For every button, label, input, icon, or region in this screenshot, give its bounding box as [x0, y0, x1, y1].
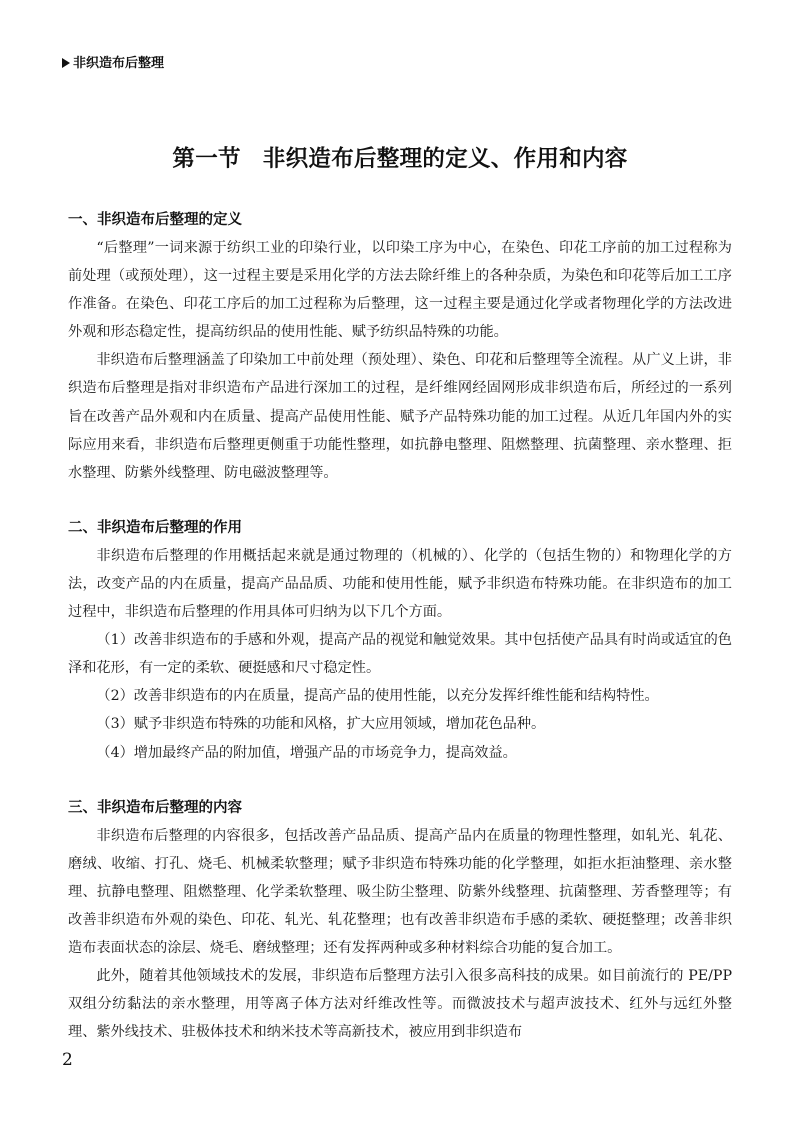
section-title-text: 非织造布后整理的定义、作用和内容 — [262, 146, 628, 172]
paragraph: 非织造布后整理涵盖了印染加工中前处理（预处理）、染色、印花和后整理等全流程。从广义上讲，非织造布后整理是指对非织造布产品进行深加工的过程，是纤维网经固网形成非织造布后，所经过的一系列旨在改善产品外观和内在质量、提高产品使用性能、赋予产品特殊功能的加工过程。从近几年国内外的实际应用来看，非织造布后整理更侧重于功能性整理，如抗静电整理、阻燃整理、抗菌整理、亲水整理、拒水整理、防紫外线整理、防电磁波整理等。 — [68, 352, 732, 481]
subsection-heading: 二、非织造布后整理的作用 — [68, 519, 242, 536]
paragraph: “后整理”一词来源于纺织工业的印染行业，以印染工序为中心，在染色、印花工序前的加工过程称为前处理（或预处理），这一过程主要是采用化学的方法去除纤维上的各种杂质，为染色和印花等后加工工序作准备。在染色、印花工序后的加工过程称为后整理，这一过程主要是通过化学或者物理化学的方法改进外观和形态稳定性，提高纺织品的使用性能、赋予纺织品特殊的功能。 — [68, 240, 732, 341]
paragraph: 非织造布后整理的作用概括起来就是通过物理的（机械的）、化学的（包括生物的）和物理化学的方法，改变产品的内在质量，提高产品品质、功能和使用性能，赋予非织造布特殊功能。在非织造布的加工过程中，非织造布后整理的作用具体可归纳为以下几个方面。 — [68, 547, 732, 621]
subsection-function — [68, 514, 732, 767]
list-item: （4）增加最终产品的附加值，增强产品的市场竞争力，提高效益。 — [96, 744, 517, 761]
subsection-heading: 三、非织造布后整理的内容 — [68, 799, 242, 816]
subsection-definition — [68, 206, 732, 487]
subsection-content — [68, 794, 732, 1047]
page-number: 2 — [62, 1050, 73, 1070]
running-head-text: 非织造布后整理 — [73, 56, 165, 71]
triangle-marker-icon — [62, 58, 70, 68]
body-content — [68, 206, 732, 1046]
list-item: （3）赋予非织造布特殊的功能和风格，扩大应用领域，增加花色品种。 — [96, 716, 546, 733]
subsection-heading: 一、非织造布后整理的定义 — [68, 212, 242, 228]
section-number: 第一节 — [172, 146, 241, 172]
section-title — [0, 141, 800, 173]
paragraph: 非织造布后整理的内容很多，包括改善产品品质、提高产品内在质量的物理性整理，如轧光、轧花、磨绒、收缩、打孔、烧毛、机械柔软整理；赋予非织造布特殊功能的化学整理，如拒水拒油整理、亲水整理、抗静电整理、阻燃整理、化学柔软整理、吸尘防尘整理、防紫外线整理、抗菌整理、芳香整理等；有改善非织造布外观的染色、印花、轧光、轧花整理；也有改善非织造布手感的柔软、硬挺整理；改善非织造布表面状态的涂层、烧毛、磨绒整理；还有发挥两种或多种材料综合功能的复合加工。 — [68, 827, 732, 956]
list-item: （2）改善非织造布的内在质量，提高产品的使用性能，以充分发挥纤维性能和结构特性。 — [96, 688, 659, 705]
running-head — [62, 52, 164, 71]
paragraph: 此外，随着其他领域技术的发展，非织造布后整理方法引入很多高科技的成果。如目前流行的 PE/PP 双组分纺黏法的亲水整理，用等离子体方法对纤维改性等。而微波技术与超声波技术、红外与远红外整理、紫外线技术、驻极体技术和纳米技术等高新技术，被应用到非织造布 — [68, 968, 732, 1041]
list-item: （1）改善非织造布的手感和外观，提高产品的视觉和触觉效果。其中包括使产品具有时尚或适宜的色泽和花形，有一定的柔软、硬挺感和尺寸稳定性。 — [68, 632, 732, 677]
